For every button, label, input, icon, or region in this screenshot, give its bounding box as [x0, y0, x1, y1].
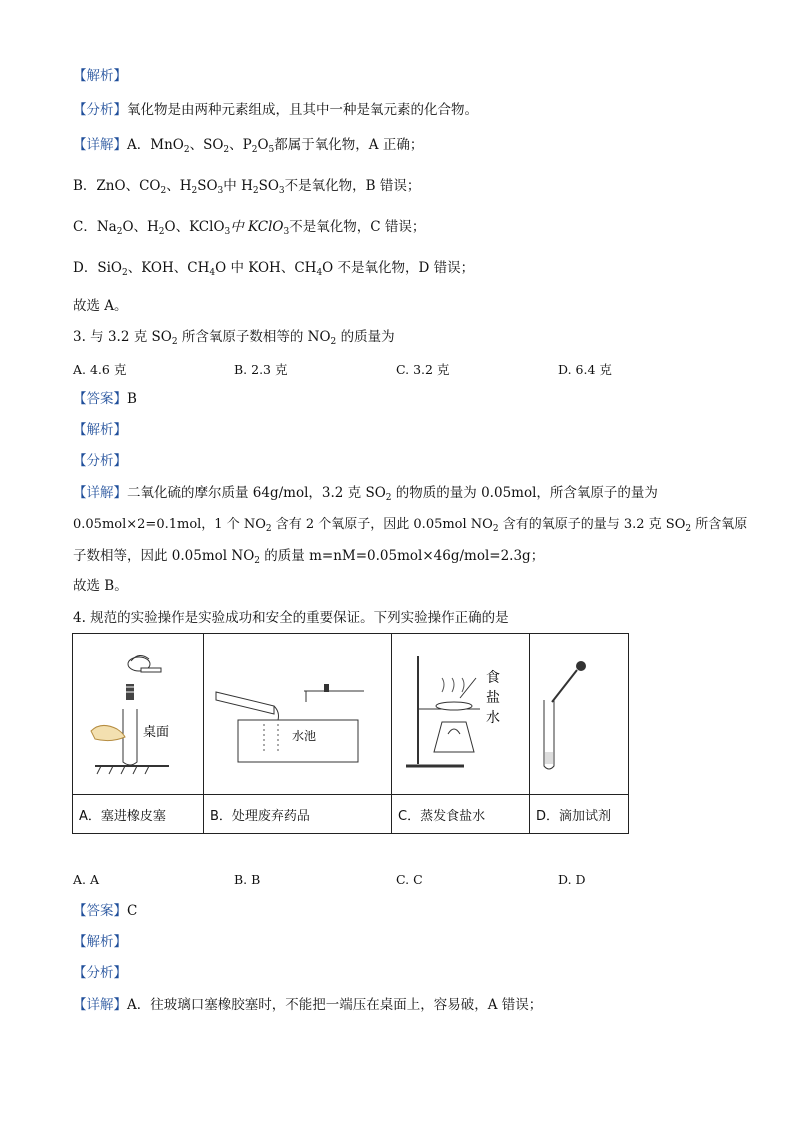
detail-line-c: C．$Na_2O$、$H_2O$、KClO$_3$中 KClO$_3$不是氧化物，C 错误； — [73, 219, 426, 237]
analysis-heading: 【解析】 — [73, 68, 127, 84]
caption-b: B．处理废弃药品 — [204, 795, 392, 834]
caption-d: D．滴加试剂 — [530, 795, 629, 834]
figure-c — [392, 634, 530, 795]
q3-conclusion: 故选 B。 — [73, 578, 128, 594]
caption-c: C．蒸发食盐水 — [392, 795, 530, 834]
waste-disposal-illustration — [204, 634, 391, 790]
conclusion: 故选 A。 — [73, 298, 128, 314]
q4-figure-table — [72, 633, 629, 834]
q3-option-d: D. 6.4 克 — [558, 362, 612, 377]
q3-option-b: B. 2.3 克 — [234, 362, 288, 377]
dropper-illustration — [530, 634, 628, 790]
caption-a: A．塞进橡皮塞 — [73, 795, 204, 834]
detail-line-b: B．ZnO、$CO_2$、$H_2SO_3$中 $H_2SO_3$不是氧化物，B 错误； — [73, 178, 421, 196]
q4-detail-a: 【详解】A．往玻璃口塞橡胶塞时，不能把一端压在桌面上，容易破，A 错误； — [73, 997, 543, 1013]
detail-line-a: 【详解】A．MnO$_2$、$SO_2$、$P_2O_5$都属于氧化物，A 正确； — [73, 137, 424, 155]
stopper-illustration — [73, 634, 203, 790]
salt-label-3: 水 — [486, 710, 500, 726]
q4-option-a: A. A — [73, 872, 100, 887]
figure-b — [204, 634, 392, 795]
q4-option-d: D. D — [558, 872, 586, 887]
detail-tag: 【详解】 — [73, 137, 127, 153]
evaporation-illustration — [392, 634, 529, 790]
analysis-tag: 【分析】 — [73, 102, 127, 118]
analysis-text: 氧化物是由两种元素组成，且其中一种是氧元素的化合物。 — [127, 102, 478, 118]
q3-fenxi-heading: 【分析】 — [73, 453, 127, 469]
q4-fenxi-heading: 【分析】 — [73, 965, 127, 981]
q4-stem: 4. 规范的实验操作是实验成功和安全的重要保证。下列实验操作正确的是 — [73, 610, 509, 626]
q3-detail-line-3: 子数相等，因此 0.05mol $NO_2$ 的质量 m=nM=0.05mol×46g/mol=2.3g； — [73, 548, 545, 566]
q4-option-c: C. C — [396, 872, 423, 887]
q3-answer: 【答案】B — [73, 391, 137, 407]
q4-option-b: B. B — [234, 872, 261, 887]
detail-line-d: D．SiO$_2$、KOH、$CH_4O$ 中 KOH、$CH_4O$ 不是氧化物，D 错误； — [73, 260, 475, 278]
sink-label: 水池 — [292, 729, 317, 743]
salt-label-1: 食 — [486, 670, 500, 686]
q4-analysis-heading: 【解析】 — [73, 934, 127, 950]
q3-stem: 3. 与 3.2 克 $SO_2$ 所含氧原子数相等的 $NO_2$ 的质量为 — [73, 329, 395, 347]
q3-analysis-heading: 【解析】 — [73, 422, 127, 438]
salt-label-2: 盐 — [486, 690, 500, 706]
q3-detail-line-1: 【详解】二氧化硫的摩尔质量 64g/mol，3.2 克 $SO_2$ 的物质的量为 0.05mol，所含氧原子的量为 — [73, 485, 658, 503]
figure-a — [73, 634, 204, 795]
q3-option-a: A. 4.6 克 — [73, 362, 127, 377]
desk-label: 桌面 — [143, 725, 170, 740]
figure-d — [530, 634, 629, 795]
q3-detail-line-2: 0.05mol×2=0.1mol，1 个 $NO_2$ 含有 2 个氧原子，因此 0.05mol $NO_2$ 含有的氧原子的量与 3.2 克 $SO_2$ 所含氧原 — [73, 517, 748, 534]
q3-option-c: C. 3.2 克 — [396, 362, 450, 377]
analysis-line — [73, 101, 478, 119]
q4-answer: 【答案】C — [73, 903, 138, 919]
